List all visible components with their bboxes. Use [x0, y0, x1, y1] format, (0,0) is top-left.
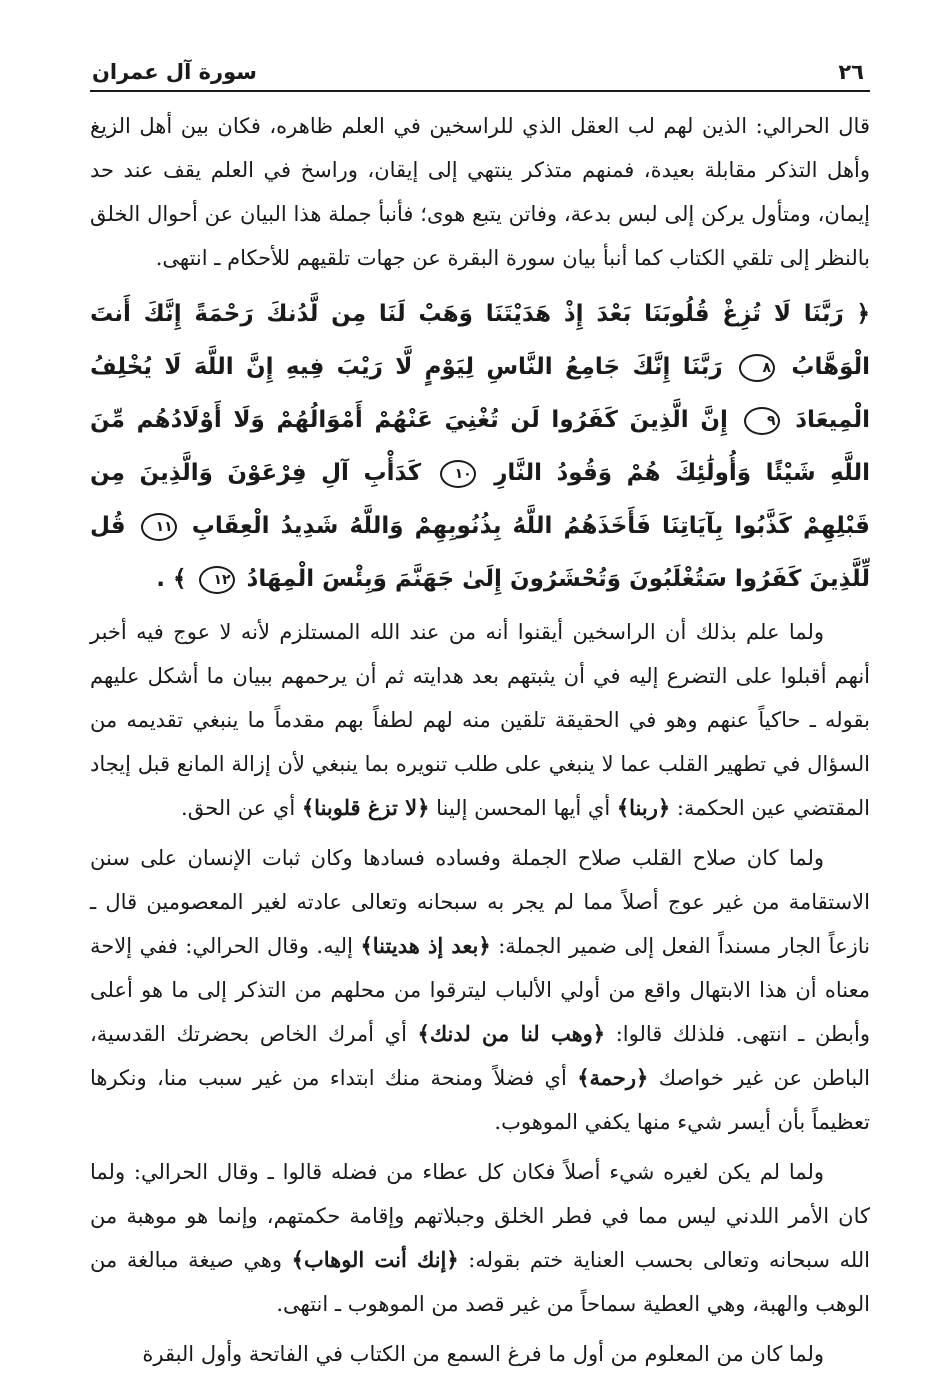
- paragraph-continuation: ولما كان من المعلوم من أول ما فرغ السمع من الكتاب في الفاتحة وأول البقرة: [142, 1342, 824, 1366]
- quran-quote: ﴿لا تزغ قلوبنا﴾: [301, 795, 430, 820]
- verse-text: كَدَأْبِ آلِ فِرْعَوْنَ وَالَّذِينَ مِن قَبْلِهِمْ كَذَّبُوا بِآيَاتِنَا فَأَخَذَهُمُ اللَّهُ بِذُنُوبِهِمْ وَاللَّهُ شَدِيدُ الْعِقَابِ: [90, 460, 870, 539]
- book-page: [90, 56, 871, 1366]
- verse-number-marker: ١٠: [440, 460, 476, 488]
- paragraph-bestower: [90, 1150, 870, 1326]
- paragraph-text: وهي صيغة مبالغة من الوهب والهبة، وهي العطية سماحاً من غير قصد من الموهوب ـ انتهى.: [90, 1248, 870, 1316]
- quran-quote: ﴿رحمة﴾: [577, 1065, 649, 1090]
- paragraph-heart-soundness: [90, 836, 870, 1144]
- paragraph-text: إليه. وقال الحرالي: ففي إلاحة معناه أن هذا الابتهال واقع من أولي الألباب ليترقوا من محلهم من التذكر إلى ما هو أعلى وأبطن ـ انتهى. فلذلك قالوا:: [90, 934, 870, 1046]
- verse-text: رَبَّنَا إِنَّكَ جَامِعُ النَّاسِ لِيَوْمٍ لَّا رَيْبَ فِيهِ إِنَّ اللَّهَ لَا يُخْلِفُ الْمِيعَادَ: [90, 354, 870, 433]
- paragraph-text: أي فضلاً ومنحة منك ابتداء من غير سبب منا، ونكرها تعظيماً بأن أيسر شيء منها يكفي الموهوب.: [90, 1066, 870, 1134]
- verse-number-marker: ٩: [744, 407, 780, 435]
- verse-text: قُل لِّلَّذِينَ كَفَرُوا سَتُغْلَبُونَ وَتُحْشَرُونَ إِلَىٰ جَهَنَّمَ وَبِئْسَ الْمِهَادُ: [90, 513, 870, 592]
- verse-text: إِنَّ الَّذِينَ كَفَرُوا لَن تُغْنِيَ عَنْهُمْ أَمْوَالُهُمْ وَلَا أَوْلَادُهُم مِّنَ اللَّهِ شَيْئًا وَأُولَٰئِكَ هُمْ وَقُودُ النَّارِ: [90, 407, 870, 486]
- paragraph-text: ولما كان صلاح القلب صلاح الجملة وفساده فسادها وكان ثبات الإنسان على سنن الاستقامة من غير عوج أصلاً مما لم يجر به سبحانه وتعالى عادته لغير المعصومين قال ـ نازعاً الجار مسنداً الفعل إلى ضمير الجملة:: [90, 846, 870, 958]
- verse-number-marker: ٨: [739, 354, 775, 382]
- quran-quote: ﴿وهب لنا من لدنك﴾: [417, 1021, 606, 1046]
- paragraph-text: ولما علم بذلك أن الراسخين أيقنوا أنه من عند الله المستلزم لأنه لا عوج فيه أخبر أنهم أقبلوا على التضرع إليه في أن يثبتهم بعد هدايته ثم أن يرحمهم ببيان ما أشكل عليهم بقوله ـ حاكياً عنهم وهو في الحقيقة تلقين منه لهم لطفاً بهم مقدماً ما ينبغي تقديمه من السؤال في تطهير القلب عما لا ينبغي على طلب تنويره بما ينبغي لأن إزالة المانع قبل إيجاد المقتضي عين الحكمة:: [90, 620, 870, 820]
- quran-verses-block: [90, 288, 870, 606]
- verse-number-marker: ١١: [141, 513, 177, 541]
- verse-number-marker: ١٢: [199, 566, 235, 594]
- surah-title: سورة آل عمران: [92, 60, 257, 84]
- page-number: ٢٦: [838, 60, 864, 84]
- quran-quote: ﴿بعد إذ هديتنا﴾: [360, 933, 491, 958]
- quran-quote: ﴿إنك أنت الوهاب﴾: [291, 1247, 459, 1272]
- paragraph-text: أي أيها المحسن إلينا: [436, 796, 611, 820]
- verse-open-brace: ﴿: [856, 301, 870, 327]
- paragraph-rasikhin: [90, 610, 870, 830]
- paragraph-text: أي عن الحق.: [181, 796, 296, 820]
- verse-text: رَبَّنَا لَا تُزِغْ قُلُوبَنَا بَعْدَ إِذْ هَدَيْتَنَا وَهَبْ لَنَا مِن لَّدُنكَ رَحْمَةً إِنَّكَ أَنتَ الْوَهَّابُ: [90, 301, 871, 380]
- running-header: [90, 56, 870, 92]
- paragraph-harali-commentary: قال الحرالي: الذين لهم لب العقل الذي للراسخين في العلم ظاهره، فكان بين أهل الزيغ وأهل التذكر مقابلة بعيدة، فمنهم متذكر ينتهي إلى إيقان، وراسخ في العلم يقف عند حد إيمان، ومتأول يركن إلى لبس بدعة، وفاتن يتبع هوى؛ فأنبأ جملة هذا البيان عن أحوال الخلق بالنظر إلى تلقي الكتاب كما أنبأ بيان سورة البقرة عن جهات تلقيهم للأحكام ـ انتهى.: [90, 114, 870, 270]
- paragraph-text: أي أمرك الخاص بحضرتك القدسية، الباطن عن غير خواصك: [90, 1022, 871, 1090]
- paragraph-text: ولما لم يكن لغيره شيء أصلاً فكان كل عطاء من فضله قالوا ـ وقال الحرالي: ولما كان الأمر اللدني ليس مما في فطر الخلق وجبلاتهم وإقامة حكمتهم، وإنما هو موهبة من الله سبحانه وتعالى بحسب العناية ختم بقوله:: [90, 1160, 870, 1272]
- verse-end-dot: .: [156, 566, 166, 592]
- quran-quote: ﴿ربنا﴾: [616, 795, 671, 820]
- verse-close-brace: ﴾: [173, 566, 187, 592]
